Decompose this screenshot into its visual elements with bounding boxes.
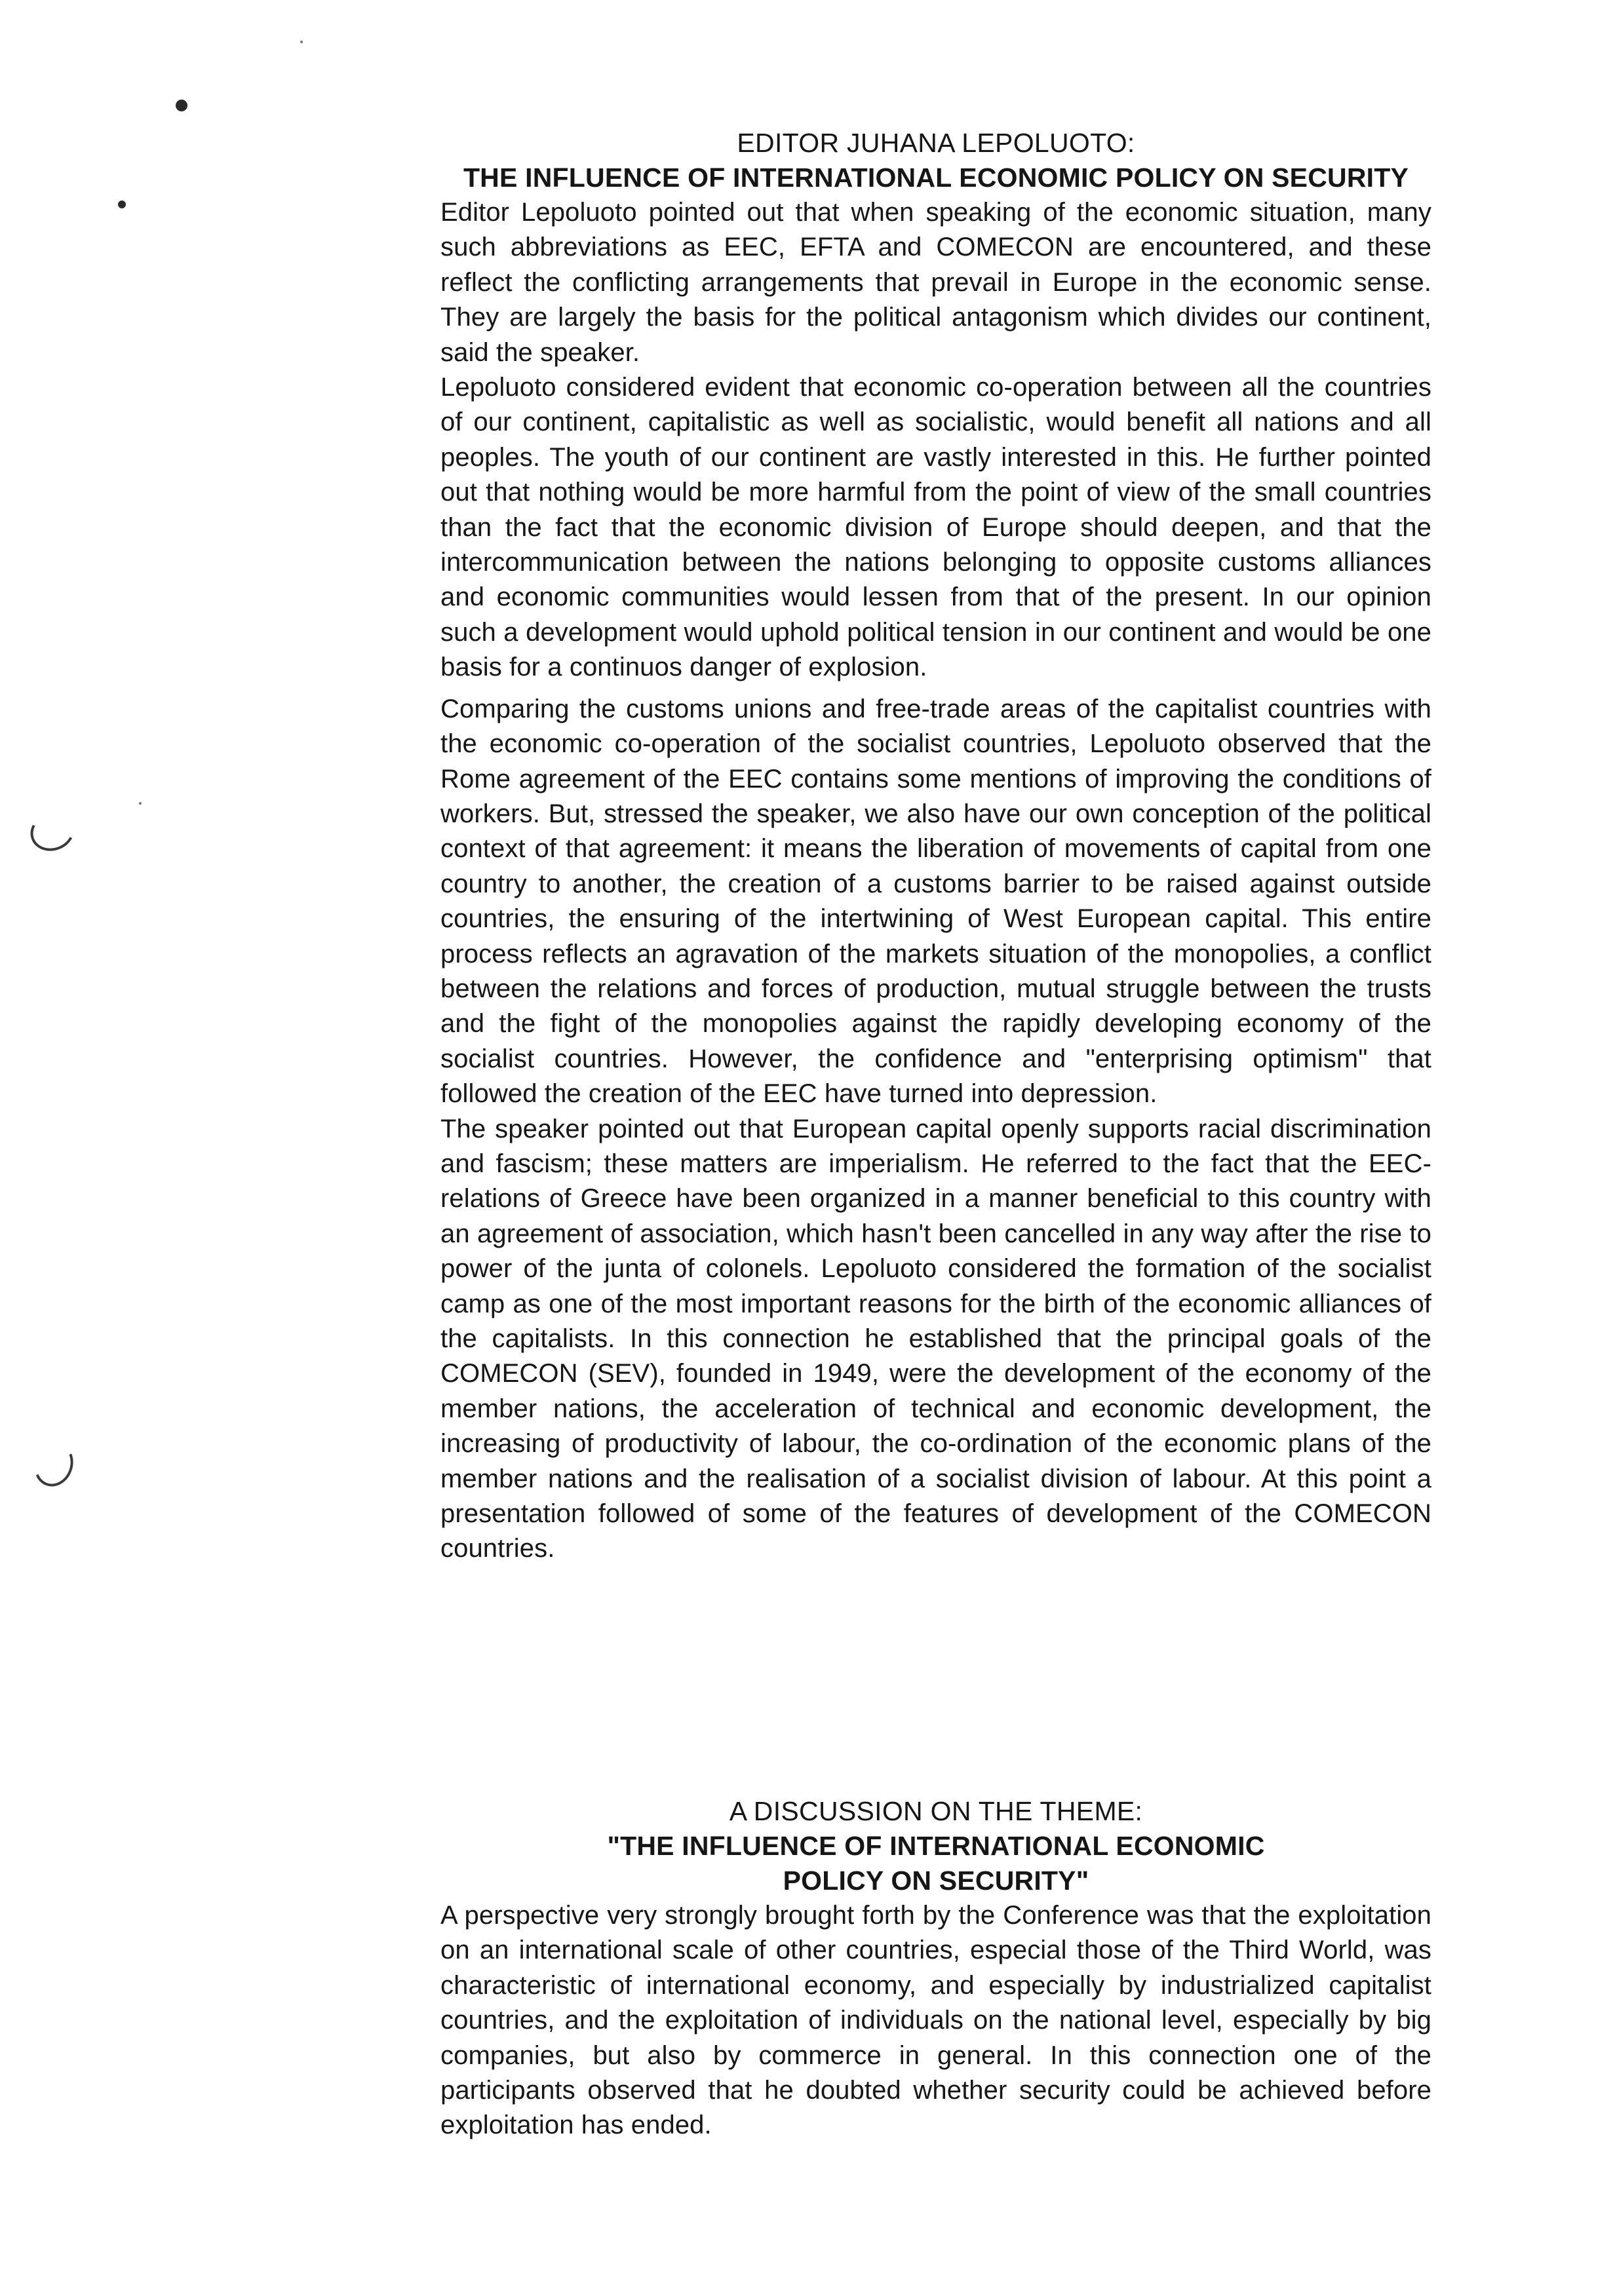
margin-punch-mark [118,201,126,208]
section-body [440,195,1431,1567]
section-body [440,1898,1431,2143]
section-discussion [440,1794,1431,2150]
paragraph: Editor Lepoluoto pointed out that when speaking of the economic situation, many such abbreviations as EEC, EFTA and COMECON are encountered, and these reflect the conflicting arrangements that prevail in Europe in the economic sense. They are largely the basis for the political antagonism which divides our continent, said the speaker. [440,198,1431,367]
section-title: THE INFLUENCE OF INTERNATIONAL ECONOMIC POLICY ON SECURITY [463,163,1409,193]
section-heading: EDITOR JUHANA LEPOLUOTO: [737,128,1135,158]
paragraph: The speaker pointed out that European capital openly supports racial discrimination and fascism; these matters are imperialism. He referred to the fact that the EEC-relations of Greece have been organized in a manner beneficial to this country with an agreement of association, which hasn't been cancelled in any way after the rise to power of the junta of colonels. Lepoluoto considered the formation of the socialist camp as one of the most important reasons for the birth of the economic alliances of the capitalists. In this connection he established that the principal goals of the COMECON (SEV), founded in 1949, were the development of the economy of the member nations, the acceleration of technical and economic development, the increasing of productivity of labour, the co-ordination of the economic plans of the member nations and the realisation of a socialist division of labour. At this point a presentation followed of some of the features of development of the COMECON countries. [440,1114,1431,1563]
paragraph: Lepoluoto considered evident that economic co-operation between all the countries of our continent, capitalistic as well as socialistic, would benefit all nations and all peoples. The youth of our continent are vastly interested in this. He further pointed out that nothing would be more harmful from the point of view of the small countries than the fact that the economic division of Europe should deepen, and that the intercommunication between the nations belonging to opposite customs alliances and economic communities would lessen from that of the present. In our opinion such a development would uphold political tension in our continent and would be one basis for a continuos danger of explosion. [440,373,1431,682]
margin-hole-mark [28,1437,79,1492]
section-title-line-1: "THE INFLUENCE OF INTERNATIONAL ECONOMIC [607,1831,1265,1861]
paragraph: A perspective very strongly brought forth by the Conference was that the exploitation on an international scale of other countries, especial those of the Third World, was characteristic of international economy, and especially by industrialized capitalist countries, and the exploitation of individuals on the national level, especially by big companies, but also by commerce in general. In this connection one of the participants observed that he doubted whether security could be achieved before exploitation has ended. [440,1901,1431,2140]
margin-punch-mark [176,100,187,111]
section-title-line-2: POLICY ON SECURITY" [783,1866,1089,1896]
section-heading: A DISCUSSION ON THE THEME: [729,1796,1143,1826]
scan-speck [139,802,142,805]
scan-speck [300,41,303,43]
section-lepoluoto-speech [440,126,1431,1573]
margin-hole-mark [25,806,80,857]
paragraph: Comparing the customs unions and free-trade areas of the capitalist countries with the economic co-operation of the socialist countries, Lepoluoto observed that the Rome agreement of the EEC contains some mentions of improving the conditions of workers. But, stressed the speaker, we also have our own conception of the political context of that agreement: it means the liberation of movements of capital from one country to another, the creation of a customs barrier to be raised against outside countries, the ensuring of the intertwining of West European capital. This entire process reflects an agravation of the markets situation of the monopolies, a conflict between the relations and forces of production, mutual struggle between the trusts and the fight of the monopolies against the rapidly developing economy of the socialist countries. However, the confidence and "enterprising optimism" that followed the creation of the EEC have turned into depression. [440,694,1431,1109]
